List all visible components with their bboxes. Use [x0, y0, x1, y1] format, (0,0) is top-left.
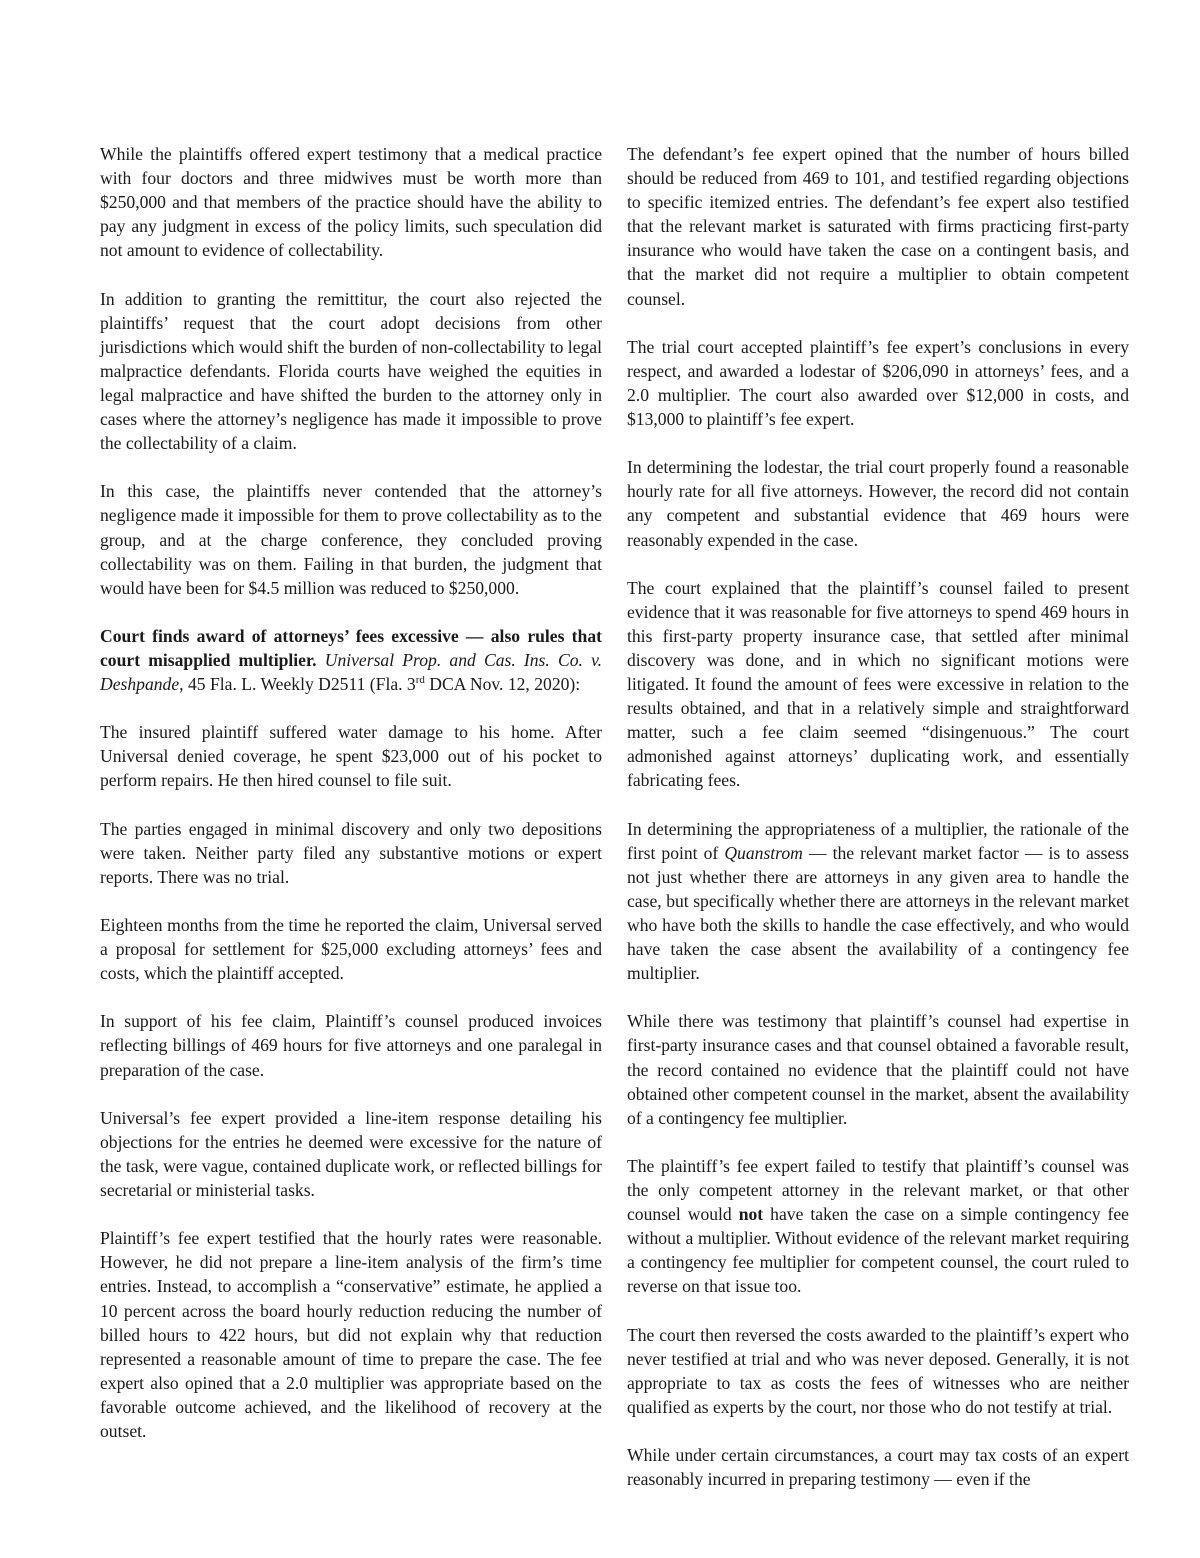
paragraph: In determining the lodestar, the trial court properly found a reasonable hourly rate for all five attorneys. However, the record did not contain any competent and substantial evidence that 469 hours were reasonably expended in the case.	[627, 457, 1129, 550]
case-reference: Quanstrom	[724, 842, 803, 863]
paragraph	[627, 817, 1129, 986]
paragraph: While the plaintiffs offered expert testimony that a medical practice with four doctors and three midwives must be worth more than $250,000 and that members of the practice should have the ability to pay any judgment in excess of the policy limits, such speculation did not amount to evidence of collectability.	[100, 144, 602, 261]
paragraph: Plaintiff’s fee expert testified that the hourly rates were reasonable. However, he did not prepare a line-item analysis of the firm’s time entries. Instead, to accomplish a “conservative” estimate, he applied a 10 percent across the board hourly reduction reducing the number of billed hours to 422 hours, but did not explain why that reduction represented a reasonable amount of time to prepare the case. The fee expert also opined that a 2.0 multiplier was appropriate based on the favorable outcome achieved, and the likelihood of recovery at the outset.	[100, 1228, 602, 1441]
case-name: Universal Prop. and Cas. Ins. Co. v. Deshpande,	[100, 649, 602, 695]
left-column	[100, 142, 602, 1443]
text-run: The plaintiff’s fee expert failed to testify that plaintiff’s counsel was the only competent attorney in the relevant market, or that other counsel would	[627, 1155, 1129, 1225]
paragraph	[627, 1154, 1129, 1299]
case-citation-end: DCA Nov. 12, 2020):	[424, 674, 581, 695]
paragraph: In this case, the plaintiffs never contended that the attorney’s negligence made it impossible for them to prove collectability as to the group, and at the charge conference, they concluded proving collectability was on them. Failing in that burden, the judgment that would have been for $4.5 million was reduced to $250,000.	[100, 481, 602, 598]
paragraph: The court then reversed the costs awarded to the plaintiff’s expert who never testified at trial and who was never deposed. Generally, it is not appropriate to tax as costs the fees of witnesses who are neither qualified as experts by the court, nor those who do not testify at trial.	[627, 1324, 1129, 1417]
emphasis: not	[738, 1204, 764, 1225]
right-column	[627, 142, 1129, 1491]
paragraph: The parties engaged in minimal discovery and only two depositions were taken. Neither party filed any substantive motions or expert reports. There was no trial.	[100, 818, 602, 887]
case-heading	[100, 624, 602, 696]
citation-superscript: rd	[415, 674, 425, 687]
paragraph: The insured plaintiff suffered water damage to his home. After Universal denied coverage, he spent $23,000 out of his pocket to perform repairs. He then hired counsel to file suit.	[100, 722, 602, 791]
text-run: — the relevant market factor — is to assess not just whether there are attorneys in any given area to handle the case, but specifically whether there are attorneys in the relevant market who have both the skills to handle the case effectively, and who would have taken the case absent the availability of a contingency fee multiplier.	[627, 842, 1130, 984]
paragraph: Universal’s fee expert provided a line-item response detailing his objections for the entries he deemed were excessive for the nature of the task, were vague, contained duplicate work, or reflected billings for secretarial or ministerial tasks.	[100, 1107, 602, 1201]
paragraph: The defendant’s fee expert opined that the number of hours billed should be reduced from 469 to 101, and testified regarding objections to specific itemized entries. The defendant’s fee expert also testified that the relevant market is saturated with firms practicing first-party insurance who would have taken the case on a contingent basis, and that the market did not require a multiplier to obtain competent counsel.	[627, 144, 1129, 309]
paragraph: While there was testimony that plaintiff’s counsel had expertise in first-party insurance cases and that counsel obtained a favorable result, the record contained no evidence that the plaintiff could not have obtained other competent counsel in the market, absent the availability of a contingency fee multiplier.	[627, 1011, 1129, 1128]
paragraph: In support of his fee claim, Plaintiff’s counsel produced invoices reflecting billings of 469 hours for five attorneys and one paralegal in preparation of the case.	[100, 1011, 602, 1080]
paragraph: In addition to granting the remittitur, the court also rejected the plaintiffs’ request that the court adopt decisions from other jurisdictions which would shift the burden of non-collectability to legal malpractice defendants. Florida courts have weighed the equities in legal malpractice and have shifted the burden to the attorney only in cases where the attorney’s negligence has made it impossible to prove the collectability of a claim.	[100, 288, 602, 454]
paragraph: The trial court accepted plaintiff’s fee expert’s conclusions in every respect, and awarded a lodestar of $206,090 in attorneys’ fees, and a 2.0 multiplier. The court also awarded over $12,000 in costs, and $13,000 to plaintiff’s fee expert.	[627, 336, 1129, 430]
case-citation: 45 Fla. L. Weekly D2511 (Fla. 3	[187, 674, 416, 695]
paragraph: The court explained that the plaintiff’s counsel failed to present evidence that it was reasonable for five attorneys to spend 469 hours in this first-party property insurance case, that settled after minimal discovery was done, and in which no significant motions were litigated. It found the amount of fees were excessive in relation to the results obtained, and that in a relatively simple and straightforward matter, such a fee claim seemed “disingenuous.” The court admonished against attorneys’ duplicating work, and essentially fabricating fees.	[627, 577, 1129, 791]
paragraph: Eighteen months from the time he reported the claim, Universal served a proposal for settlement for $25,000 excluding attorneys’ fees and costs, which the plaintiff accepted.	[100, 915, 602, 984]
paragraph: While under certain circumstances, a court may tax costs of an expert reasonably incurred in preparing testimony — even if the	[627, 1445, 1129, 1490]
text-run: In determining the appropriateness of a multiplier, the rationale of the first point of	[627, 818, 1129, 863]
case-headline: Court finds award of attorneys’ fees excessive — also rules that court misapplied multiplier.	[100, 625, 602, 670]
text-run: have taken the case on a simple contingency fee without a multiplier. Without evidence of the relevant market requiring a contingency fee multiplier for competent counsel, the court ruled to reverse on that issue too.	[627, 1204, 1129, 1297]
